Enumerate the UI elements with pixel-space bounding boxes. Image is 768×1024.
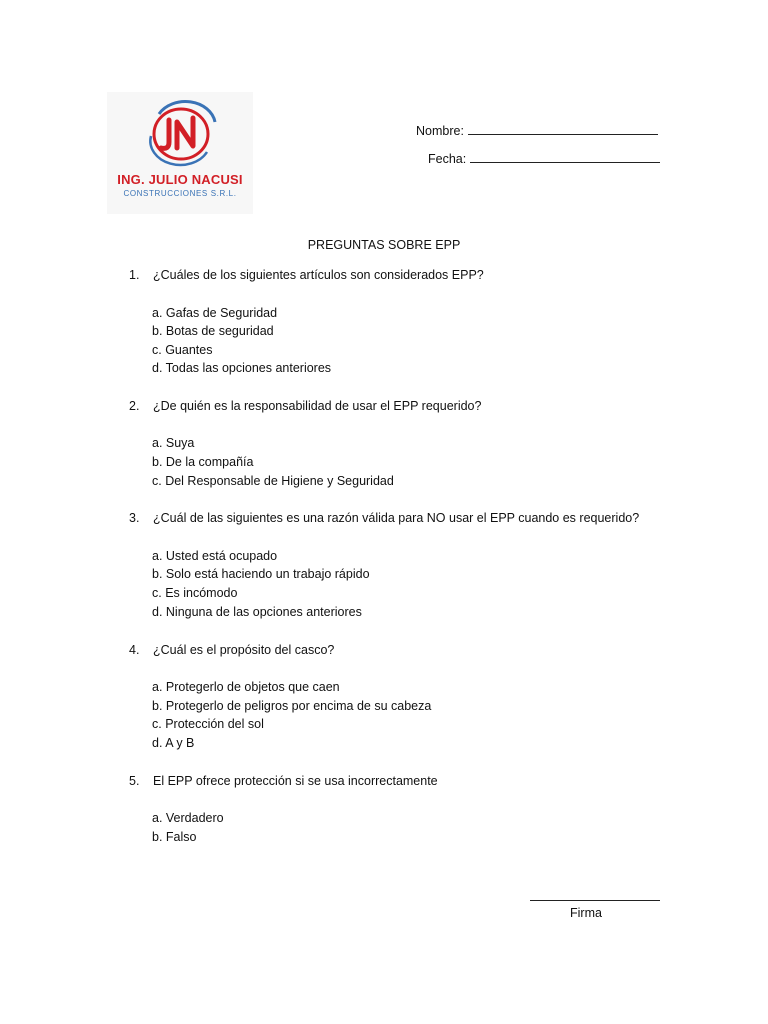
question-1-option-c: c. Guantes: [152, 343, 213, 357]
logo-company-name: ING. JULIO NACUSI: [117, 172, 243, 187]
question-3-option-c: c. Es incómodo: [152, 586, 238, 600]
signature-line[interactable]: [530, 900, 660, 901]
question-number: 2.: [129, 399, 140, 413]
fecha-label: Fecha:: [428, 152, 467, 166]
question-text: ¿Cuáles de los siguientes artículos son considerados EPP?: [153, 268, 484, 282]
question-3-option-a: a. Usted está ocupado: [152, 549, 278, 563]
question-4-option-a: a. Protegerlo de objetos que caen: [152, 680, 340, 694]
document-title: PREGUNTAS SOBRE EPP: [307, 238, 461, 252]
jn-monogram-logo: [107, 92, 253, 172]
fecha-field: [428, 151, 660, 166]
question-2-option-b: b. De la compañía: [152, 455, 254, 469]
question-4-option-d: d. A y B: [152, 736, 195, 750]
nombre-field: [416, 123, 658, 138]
question-text: ¿Cuál de las siguientes es una razón válida para NO usar el EPP cuando es requerido?: [153, 511, 640, 525]
nombre-blank-line[interactable]: [468, 123, 658, 135]
question-2-option-a: a. Suya: [152, 436, 195, 450]
fecha-blank-line[interactable]: [470, 151, 660, 163]
question-3-option-b: b. Solo está haciendo un trabajo rápido: [152, 567, 370, 581]
question-number: 4.: [129, 643, 140, 657]
question-text: ¿Cuál es el propósito del casco?: [153, 643, 335, 657]
question-5-option-a: a. Verdadero: [152, 811, 224, 825]
question-1-option-a: a. Gafas de Seguridad: [152, 306, 278, 320]
question-2-option-c: c. Del Responsable de Higiene y Seguridad: [152, 474, 394, 488]
company-logo: [107, 92, 253, 214]
question-5-option-b: b. Falso: [152, 830, 197, 844]
nombre-label: Nombre:: [416, 124, 464, 138]
question-number: 5.: [129, 774, 140, 788]
question-text: ¿De quién es la responsabilidad de usar el EPP requerido?: [153, 399, 482, 413]
question-1-option-b: b. Botas de seguridad: [152, 324, 274, 338]
question-1-option-d: d. Todas las opciones anteriores: [152, 361, 332, 375]
signature-label: Firma: [570, 906, 602, 920]
logo-company-subtitle: CONSTRUCCIONES S.R.L.: [123, 189, 237, 198]
question-number: 1.: [129, 268, 140, 282]
question-4-option-b: b. Protegerlo de peligros por encima de su cabeza: [152, 699, 432, 713]
question-4-option-c: c. Protección del sol: [152, 717, 264, 731]
question-text: El EPP ofrece protección si se usa incorrectamente: [153, 774, 438, 788]
question-number: 3.: [129, 511, 140, 525]
question-3-option-d: d. Ninguna de las opciones anteriores: [152, 605, 362, 619]
